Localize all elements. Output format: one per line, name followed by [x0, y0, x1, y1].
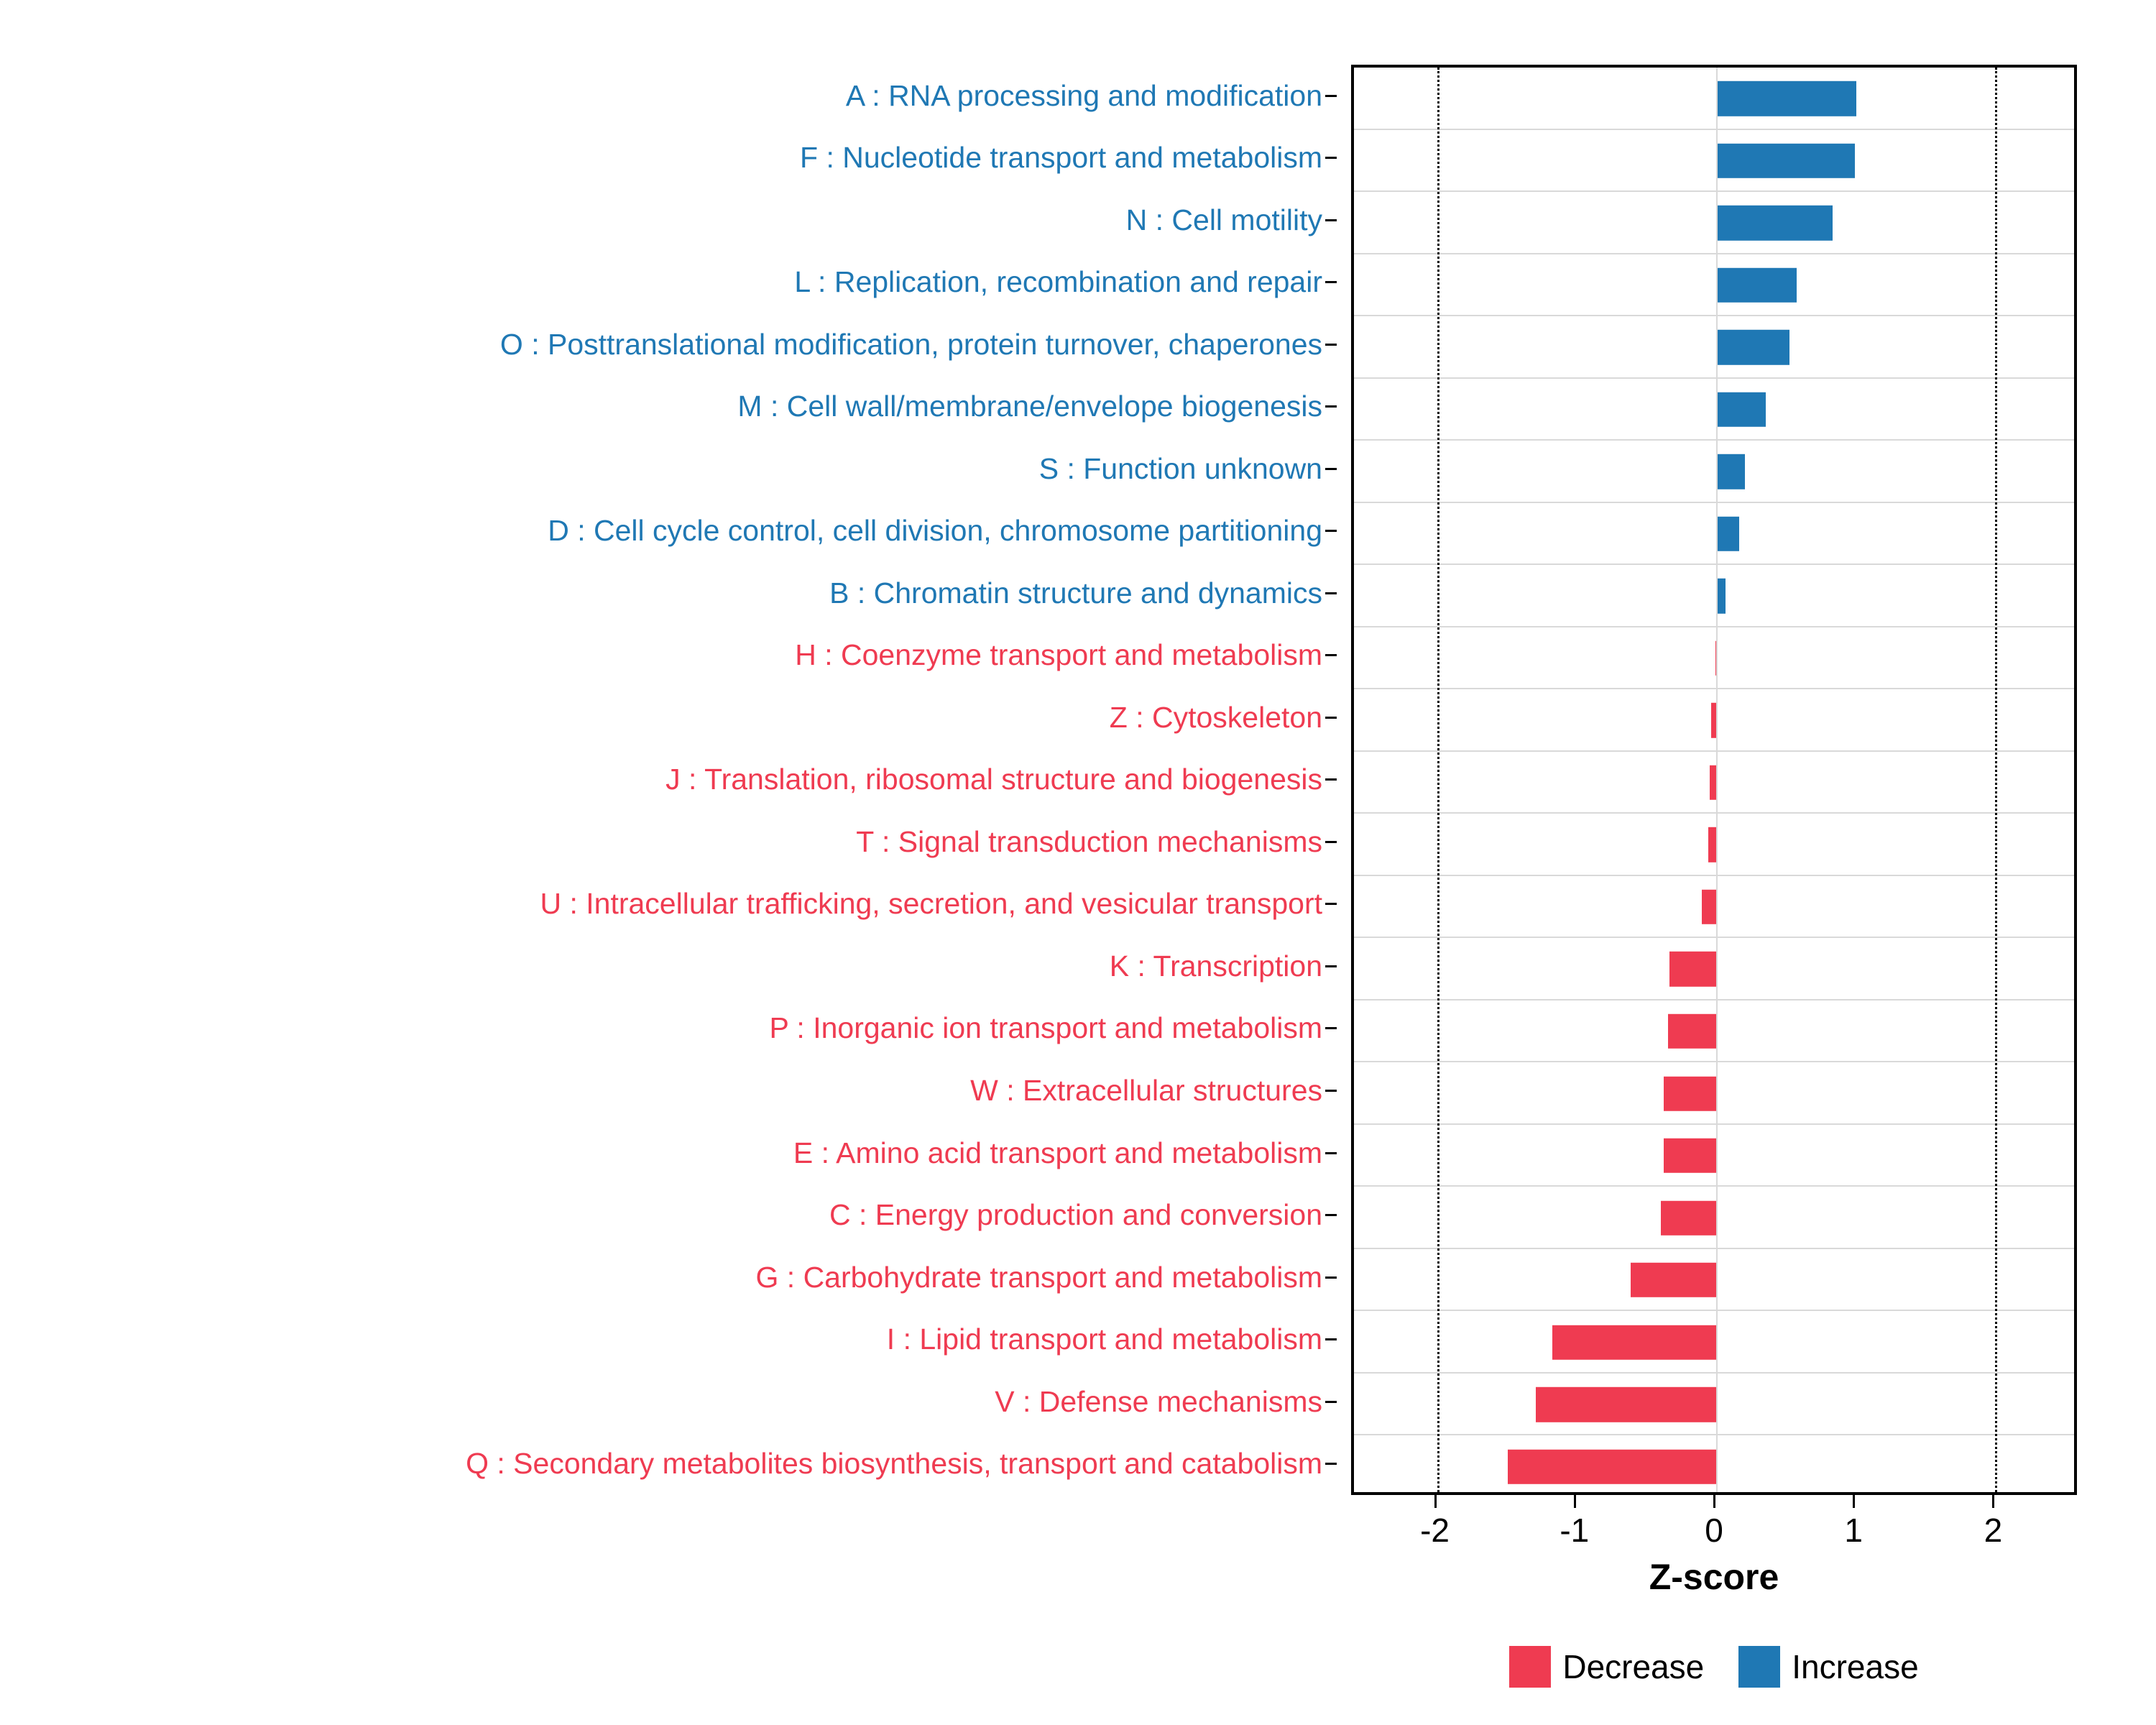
y-axis-label-row [0, 1371, 1337, 1433]
x-axis-ticks [1351, 1495, 2077, 1549]
x-axis-tick-label: 2 [1984, 1512, 2003, 1549]
y-axis-label: S : Function unknown [1038, 451, 1322, 485]
y-axis-tick-mark [1325, 654, 1337, 656]
y-axis-label: F : Nucleotide transport and metabolism [800, 141, 1322, 175]
y-axis-label-row [0, 562, 1337, 625]
legend [1351, 1646, 2077, 1688]
bar-row [1354, 689, 2074, 752]
zero-line [1716, 68, 1718, 1492]
bar [1717, 579, 1726, 613]
bar-row [1354, 1311, 2074, 1374]
x-axis-tick-mark [1713, 1495, 1715, 1508]
y-axis-label-row [0, 1184, 1337, 1246]
x-axis-tick-label: -2 [1420, 1512, 1450, 1549]
x-axis-tick-label: 0 [1705, 1512, 1723, 1549]
y-axis-tick-mark [1325, 530, 1337, 532]
bar-row [1354, 503, 2074, 566]
y-axis-label: W : Extracellular structures [970, 1073, 1322, 1107]
y-axis-label: M : Cell wall/membrane/envelope biogenesis [737, 390, 1322, 423]
x-axis-tick-mark [1853, 1495, 1855, 1508]
y-axis-label: I : Lipid transport and metabolism [886, 1322, 1322, 1356]
bar-row [1354, 441, 2074, 503]
legend-label: Increase [1792, 1648, 1919, 1685]
bar-row [1354, 565, 2074, 627]
y-axis-label-row [0, 65, 1337, 127]
y-axis-labels [0, 65, 1337, 1495]
reference-line-positive [1995, 68, 1999, 1492]
bar [1668, 1014, 1717, 1049]
y-axis-label-row [0, 1432, 1337, 1495]
y-axis-label: E : Amino acid transport and metabolism [793, 1136, 1322, 1169]
y-axis-tick-mark [1325, 219, 1337, 221]
y-axis-tick-mark [1325, 1027, 1337, 1029]
bar [1669, 952, 1717, 986]
bar [1631, 1263, 1717, 1297]
bar-row [1354, 1062, 2074, 1125]
legend-item [1738, 1646, 1918, 1688]
y-axis-tick-mark [1325, 592, 1337, 594]
legend-swatch [1509, 1646, 1551, 1688]
bar-row [1354, 379, 2074, 441]
y-axis-label-row [0, 127, 1337, 190]
y-axis-label: O : Posttranslational modification, protein turnover, chaperones [499, 327, 1322, 361]
y-axis-label-row [0, 749, 1337, 811]
y-axis-tick-mark [1325, 405, 1337, 408]
bar [1536, 1387, 1718, 1422]
bar-row [1354, 130, 2074, 193]
bar-row [1354, 627, 2074, 690]
bar [1717, 206, 1833, 240]
y-axis-label: J : Translation, ribosomal structure and biogenesis [665, 763, 1322, 796]
y-axis-label: U : Intracellular trafficking, secretion, and vesicular transport [540, 887, 1322, 921]
y-axis-label-row [0, 500, 1337, 563]
bar [1664, 1138, 1717, 1173]
y-axis-label-row [0, 1122, 1337, 1184]
x-axis-tick-label: 1 [1844, 1512, 1864, 1549]
x-axis-tick-mark [1574, 1495, 1576, 1508]
bar-row [1354, 752, 2074, 814]
y-axis-label-row [0, 438, 1337, 500]
y-axis-tick-mark [1325, 841, 1337, 843]
y-axis-tick-mark [1325, 1152, 1337, 1154]
bar [1717, 517, 1739, 551]
y-axis-tick-mark [1325, 95, 1337, 97]
bar-row [1354, 876, 2074, 939]
y-axis-label: G : Carbohydrate transport and metabolism [755, 1260, 1322, 1294]
y-axis-label: L : Replication, recombination and repair [794, 265, 1322, 299]
bar [1664, 1076, 1717, 1110]
y-axis-label-row [0, 998, 1337, 1060]
x-axis-title: Z-score [1649, 1557, 1779, 1597]
bar-row [1354, 1125, 2074, 1187]
y-axis-label: N : Cell motility [1125, 203, 1322, 236]
y-axis-label: D : Cell cycle control, cell division, chromosome partitioning [548, 514, 1322, 548]
bar-row [1354, 1187, 2074, 1249]
y-axis-tick-mark [1325, 157, 1337, 159]
bar [1717, 330, 1789, 364]
y-axis-label: Q : Secondary metabolites biosynthesis, transport and catabolism [466, 1447, 1322, 1481]
y-axis-tick-mark [1325, 1463, 1337, 1465]
bar-row [1354, 1249, 2074, 1312]
y-axis-tick-mark [1325, 1214, 1337, 1216]
y-axis-tick-mark [1325, 344, 1337, 346]
y-axis-tick-mark [1325, 717, 1337, 719]
y-axis-label-row [0, 1246, 1337, 1309]
y-axis-label-row [0, 189, 1337, 252]
bar [1508, 1449, 1717, 1484]
y-axis-label-row [0, 1059, 1337, 1122]
x-axis-tick-mark [1992, 1495, 1994, 1508]
bar [1717, 81, 1856, 116]
y-axis-label: C : Energy production and conversion [829, 1198, 1322, 1232]
bar-row [1354, 316, 2074, 379]
legend-label: Decrease [1562, 1648, 1705, 1685]
y-axis-label-row [0, 935, 1337, 998]
x-axis-tick-label: -1 [1560, 1512, 1590, 1549]
y-axis-label: Z : Cytoskeleton [1109, 700, 1322, 734]
bar-row [1354, 938, 2074, 1000]
y-axis-label: B : Chromatin structure and dynamics [829, 576, 1322, 610]
y-axis-label: V : Defense mechanisms [995, 1384, 1322, 1418]
y-axis-tick-mark [1325, 903, 1337, 905]
legend-item [1509, 1646, 1704, 1688]
bar-row [1354, 68, 2074, 130]
y-axis-tick-mark [1325, 468, 1337, 470]
bar-row [1354, 814, 2074, 876]
bar [1552, 1325, 1717, 1359]
y-axis-label-row [0, 1308, 1337, 1371]
bar [1717, 144, 1855, 178]
y-axis-tick-mark [1325, 965, 1337, 967]
y-axis-tick-mark [1325, 778, 1337, 781]
y-axis-label-row [0, 873, 1337, 936]
y-axis-label: A : RNA processing and modification [845, 78, 1322, 112]
y-axis-tick-mark [1325, 281, 1337, 283]
bar-row [1354, 1374, 2074, 1436]
y-axis-label-row [0, 686, 1337, 749]
bar-row [1354, 1435, 2074, 1495]
legend-swatch [1738, 1646, 1780, 1688]
y-axis-label: P : Inorganic ion transport and metabolism [769, 1011, 1322, 1045]
y-axis-tick-mark [1325, 1338, 1337, 1340]
y-axis-label-row [0, 252, 1337, 314]
x-axis-tick-mark [1434, 1495, 1437, 1508]
bar [1661, 1200, 1717, 1235]
bar [1717, 454, 1745, 489]
y-axis-label-row [0, 625, 1337, 687]
y-axis-tick-mark [1325, 1401, 1337, 1403]
y-axis-label: H : Coenzyme transport and metabolism [795, 638, 1322, 672]
bar-row [1354, 192, 2074, 254]
y-axis-label-row [0, 313, 1337, 376]
reference-line-negative [1437, 68, 1442, 1492]
y-axis-label-row [0, 811, 1337, 873]
bar-row [1354, 254, 2074, 317]
plot-panel [1351, 65, 2077, 1495]
y-axis-tick-mark [1325, 1276, 1337, 1279]
y-axis-label-row [0, 376, 1337, 438]
y-axis-tick-mark [1325, 1090, 1337, 1092]
y-axis-label: K : Transcription [1109, 949, 1322, 983]
bar [1702, 890, 1717, 924]
bar-row [1354, 1000, 2074, 1063]
y-axis-label: T : Signal transduction mechanisms [856, 824, 1322, 858]
bar [1717, 268, 1797, 303]
bar-rows [1354, 68, 2074, 1492]
bar [1717, 392, 1766, 427]
